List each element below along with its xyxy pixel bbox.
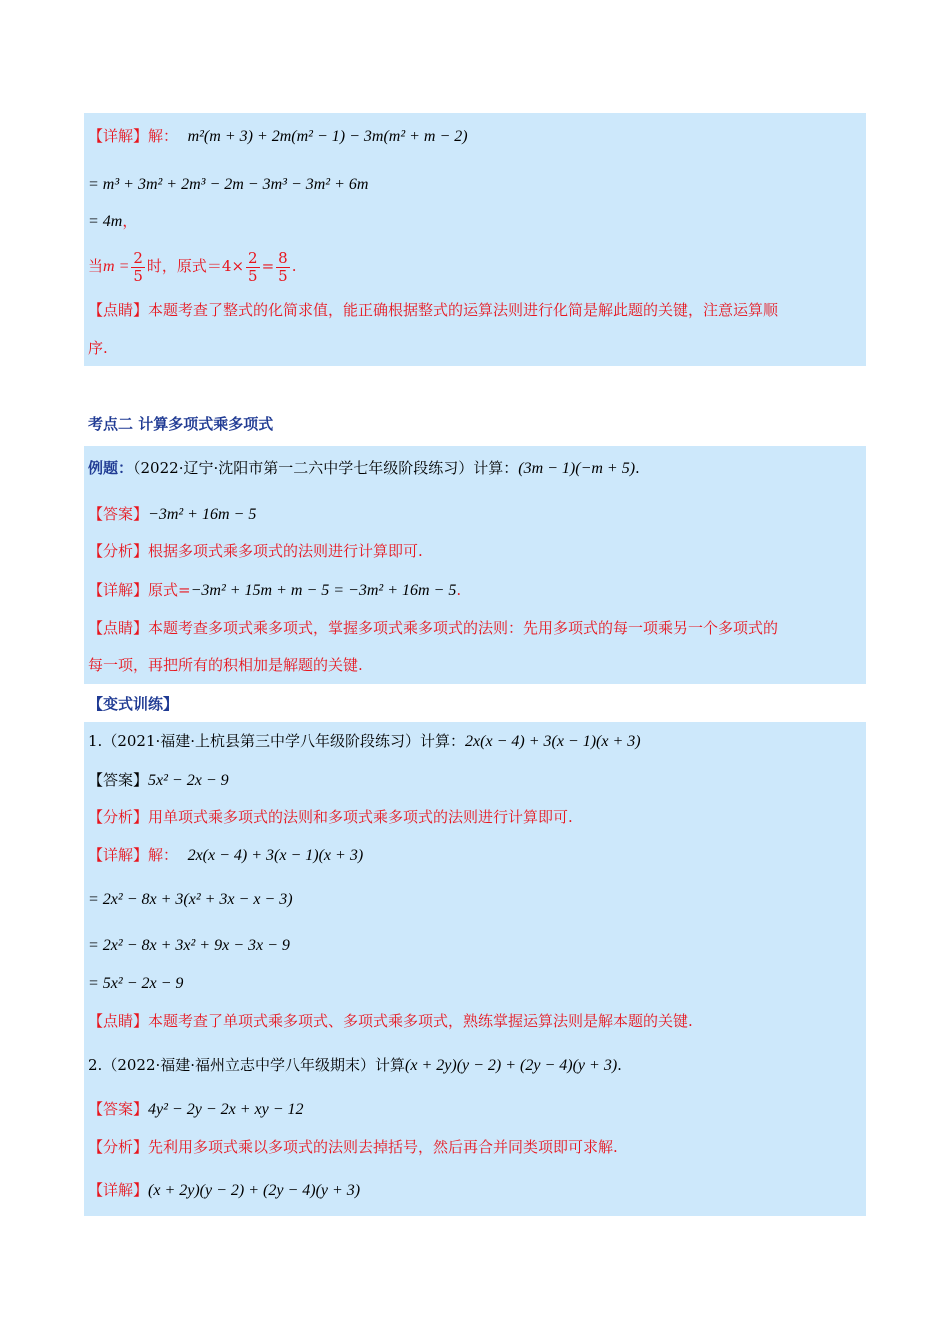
question-2 bbox=[88, 1055, 622, 1076]
denominator: 5 bbox=[278, 266, 288, 285]
math-var: m = bbox=[103, 258, 130, 275]
detail-tag: 【详解】 bbox=[88, 581, 149, 599]
text: . bbox=[291, 257, 297, 275]
detail-line bbox=[88, 580, 461, 601]
note-line-1 bbox=[88, 300, 778, 320]
text: . bbox=[456, 581, 462, 599]
detail-line-4 bbox=[88, 973, 183, 994]
practice-title: 【变式训练】 bbox=[88, 695, 179, 713]
math-expression: (x + 2y)(y − 2) + (2y − 4)(y + 3) bbox=[405, 1057, 618, 1074]
detail-prefix: 原式= bbox=[148, 581, 191, 599]
detail-line-3 bbox=[88, 935, 290, 956]
text: = bbox=[261, 257, 275, 275]
math-expression: (3m − 1)(−m + 5) bbox=[518, 460, 636, 477]
detail-line-4 bbox=[88, 246, 297, 287]
detail-tag: 【详解】 bbox=[88, 1181, 149, 1199]
detail-tag: 【详解】 bbox=[88, 127, 149, 145]
note-tag: 【点睛】 bbox=[88, 619, 149, 637]
question-source: （2022·福建·福州立志中学八年级期末）计算 bbox=[102, 1056, 406, 1074]
math-expression: = 5x² − 2x − 9 bbox=[88, 975, 184, 992]
answer-tag: 【答案】 bbox=[88, 771, 149, 789]
note-line-2 bbox=[88, 338, 108, 358]
example-label: 例题： bbox=[88, 459, 134, 477]
detail-prefix: 解： bbox=[148, 127, 179, 145]
detail-line-1 bbox=[88, 126, 468, 147]
math-expression: 2x(x − 4) + 3(x − 1)(x + 3) bbox=[465, 733, 641, 750]
analysis-line bbox=[88, 807, 573, 827]
analysis-tag: 【分析】 bbox=[88, 542, 149, 560]
note-text: 本题考查了整式的化简求值，能正确根据整式的运算法则进行化简是解此题的关键，注意运算顺 bbox=[148, 301, 779, 319]
note-line-1 bbox=[88, 618, 778, 638]
question-1 bbox=[88, 731, 641, 752]
note-line-2 bbox=[88, 655, 363, 675]
analysis-text: 先利用多项式乘以多项式的法则去掉括号，然后再合并同类项即可求解. bbox=[148, 1138, 618, 1156]
note-text: 每一项，再把所有的积相加是解题的关键. bbox=[88, 656, 363, 674]
fraction bbox=[276, 250, 290, 285]
detail-line-2 bbox=[88, 889, 293, 910]
analysis-line bbox=[88, 1137, 618, 1157]
math-expression: = 4m bbox=[88, 213, 123, 230]
numerator: 8 bbox=[278, 248, 288, 267]
question-source: （2021·福建·上杭县第三中学八年级阶段练习）计算： bbox=[102, 732, 466, 750]
fraction bbox=[246, 250, 260, 285]
solution-box-1 bbox=[84, 113, 866, 366]
math-expression: 4y² − 2y − 2x + xy − 12 bbox=[148, 1101, 304, 1118]
answer-line bbox=[88, 770, 229, 791]
question-number: 2. bbox=[88, 1056, 103, 1074]
text: . bbox=[635, 459, 640, 477]
note-tag: 【点睛】 bbox=[88, 1012, 149, 1030]
analysis-tag: 【分析】 bbox=[88, 808, 149, 826]
numerator: 2 bbox=[248, 248, 258, 267]
question-number: 1. bbox=[88, 732, 103, 750]
note-line bbox=[88, 1011, 693, 1031]
detail-line-2 bbox=[88, 174, 368, 195]
analysis-line bbox=[88, 541, 423, 561]
example-box bbox=[84, 446, 866, 684]
example-line bbox=[88, 458, 640, 479]
answer-line bbox=[88, 1099, 304, 1120]
detail-prefix: 解： bbox=[148, 846, 179, 864]
section-heading: 考点二 计算多项式乘多项式 bbox=[88, 415, 274, 433]
fraction bbox=[131, 250, 145, 285]
answer-line bbox=[88, 504, 256, 525]
math-expression: −3m² + 16m − 5 bbox=[148, 506, 257, 523]
text: . bbox=[617, 1056, 622, 1074]
math-expression: = 2x² − 8x + 3x² + 9x − 3x − 9 bbox=[88, 937, 290, 954]
text: 当 bbox=[88, 257, 104, 275]
denominator: 5 bbox=[248, 266, 258, 285]
math-expression: = m³ + 3m² + 2m³ − 2m − 3m³ − 3m² + 6m bbox=[88, 176, 369, 193]
detail-tag: 【详解】 bbox=[88, 846, 149, 864]
math-expression: −3m² + 15m + m − 5 = −3m² + 16m − 5 bbox=[190, 582, 457, 599]
denominator: 5 bbox=[133, 266, 143, 285]
note-tag: 【点睛】 bbox=[88, 301, 149, 319]
detail-line-1 bbox=[88, 845, 363, 866]
math-expression: 2x(x − 4) + 3(x − 1)(x + 3) bbox=[187, 847, 364, 864]
note-text: 本题考查多项式乘多项式，掌握多项式乘多项式的法则：先用多项式的每一项乘另一个多项式的 bbox=[148, 619, 779, 637]
detail-line-3 bbox=[88, 211, 137, 232]
detail-line bbox=[88, 1180, 360, 1201]
example-source: （2022·辽宁·沈阳市第一二六中学七年级阶段练习）计算： bbox=[133, 459, 519, 477]
text: 时，原式＝4× bbox=[146, 257, 245, 275]
note-text: 本题考查了单项式乘多项式、多项式乘多项式，熟练掌握运算法则是解本题的关键. bbox=[148, 1012, 693, 1030]
analysis-tag: 【分析】 bbox=[88, 1138, 149, 1156]
punctuation: ， bbox=[122, 212, 138, 230]
analysis-text: 根据多项式乘多项式的法则进行计算即可. bbox=[148, 542, 423, 560]
note-text: 序. bbox=[88, 339, 108, 357]
math-expression: 5x² − 2x − 9 bbox=[148, 772, 229, 789]
numerator: 2 bbox=[133, 248, 143, 267]
math-expression: m²(m + 3) + 2m(m² − 1) − 3m(m² + m − 2) bbox=[187, 128, 468, 145]
answer-tag: 【答案】 bbox=[88, 505, 149, 523]
analysis-text: 用单项式乘多项式的法则和多项式乘多项式的法则进行计算即可. bbox=[148, 808, 573, 826]
math-expression: (x + 2y)(y − 2) + (2y − 4)(y + 3) bbox=[148, 1182, 361, 1199]
math-expression: = 2x² − 8x + 3(x² + 3x − x − 3) bbox=[88, 891, 293, 908]
answer-tag: 【答案】 bbox=[88, 1100, 149, 1118]
